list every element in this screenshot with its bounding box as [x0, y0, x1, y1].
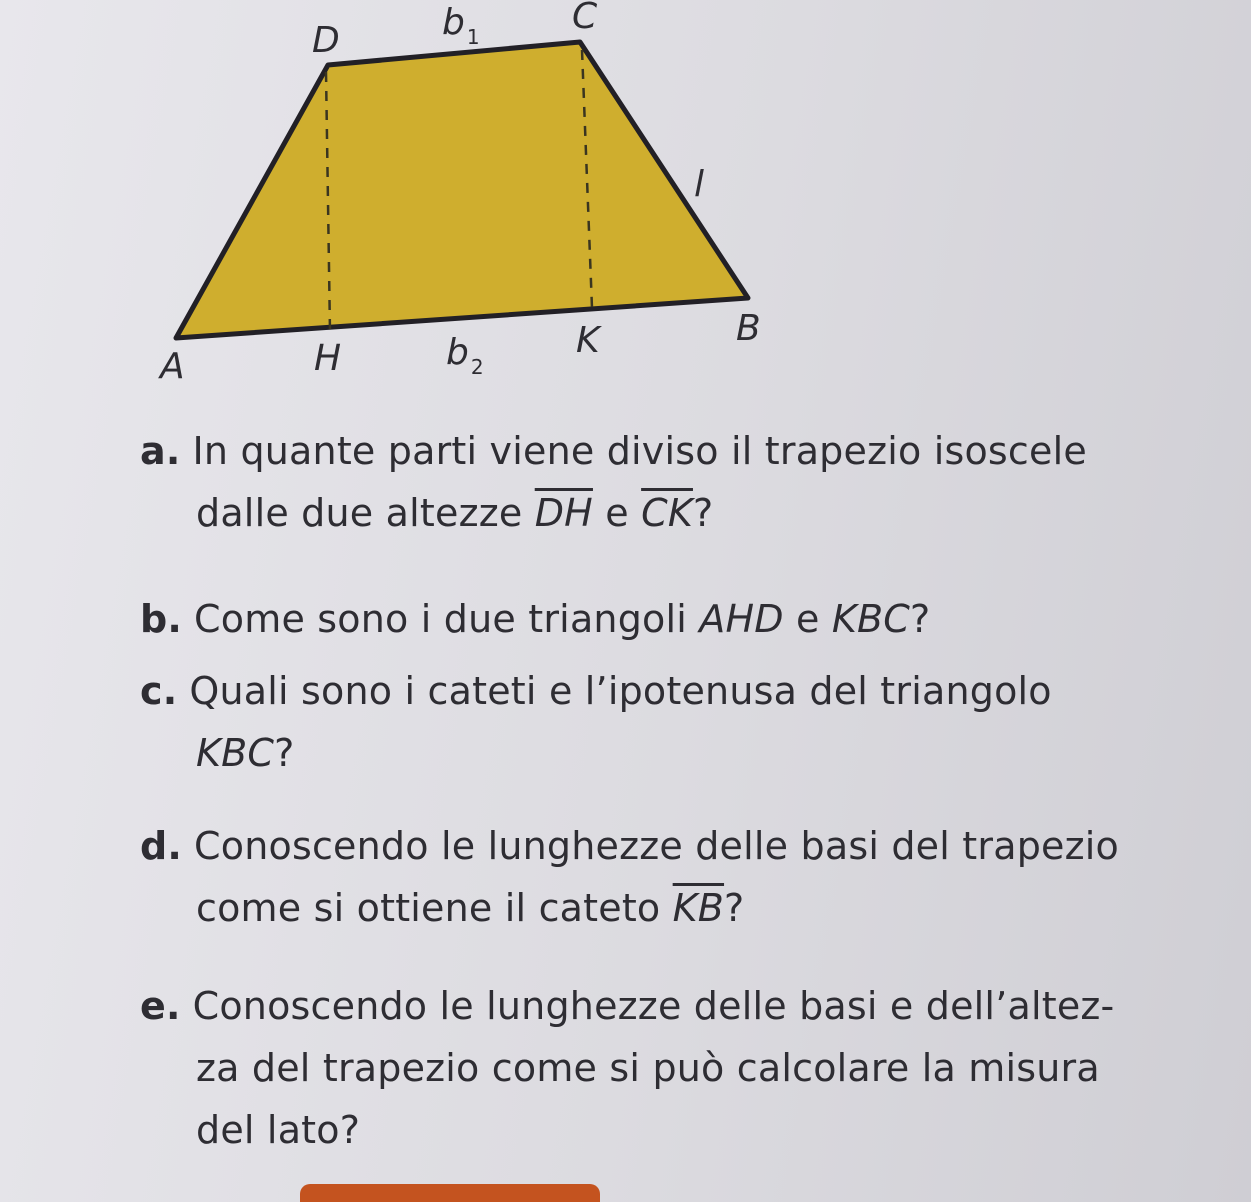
- question-e: [140, 975, 1145, 1161]
- label-K: K: [576, 320, 600, 361]
- segment-KB: $\overline{KB}$: [672, 886, 725, 930]
- question-a-line1: In quante parti viene diviso il trapezio isoscele: [192, 429, 1087, 473]
- question-a: [140, 420, 1145, 544]
- triangle-KBC-c: KBC: [196, 731, 275, 775]
- question-d-letter: d.: [140, 824, 183, 868]
- question-a-line2: dalle due altezze: [196, 491, 535, 535]
- question-e-line1: Conoscendo le lunghezze delle basi e dell’altez-: [192, 984, 1115, 1028]
- question-b-end: ?: [909, 597, 931, 641]
- question-b-letter: b.: [140, 597, 183, 641]
- question-d-line1: Conoscendo le lunghezze delle basi del trapezio: [194, 824, 1119, 868]
- label-C: C: [572, 0, 598, 37]
- question-b-text: Come sono i due triangoli: [194, 597, 700, 641]
- question-b-mid: e: [783, 597, 832, 641]
- label-b1: b $_1$: [442, 2, 480, 49]
- label-A: A: [160, 346, 185, 387]
- question-a-letter: a.: [140, 429, 181, 473]
- question-b: [140, 588, 1145, 650]
- label-B: B: [736, 308, 761, 349]
- segment-CK: $\overline{CK}$: [641, 491, 693, 535]
- question-a-end: ?: [692, 491, 714, 535]
- label-l: l: [694, 164, 705, 205]
- triangle-KBC: KBC: [831, 597, 910, 641]
- question-c-end: ?: [274, 731, 295, 775]
- question-c: [140, 660, 1145, 784]
- question-a-mid: e: [592, 491, 642, 535]
- bottom-orange-strip: [300, 1184, 600, 1202]
- label-b2: b $_2$: [446, 332, 484, 379]
- question-e-line3: del lato?: [196, 1108, 361, 1152]
- question-d-line2: come si ottiene il cateto: [196, 886, 673, 930]
- isosceles-trapezoid: [176, 42, 748, 338]
- question-c-letter: c.: [140, 669, 178, 713]
- question-e-line2: za del trapezio come si può calcolare la misura: [196, 1046, 1100, 1090]
- segment-DH: $\overline{DH}$: [534, 491, 593, 535]
- question-e-letter: e.: [140, 984, 181, 1028]
- triangle-AHD: AHD: [699, 597, 784, 641]
- question-c-line1: Quali sono i cateti e l’ipotenusa del triangolo: [189, 669, 1052, 713]
- question-d: [140, 815, 1145, 939]
- label-D: D: [312, 20, 340, 61]
- label-H: H: [314, 338, 342, 379]
- question-d-end: ?: [724, 886, 745, 930]
